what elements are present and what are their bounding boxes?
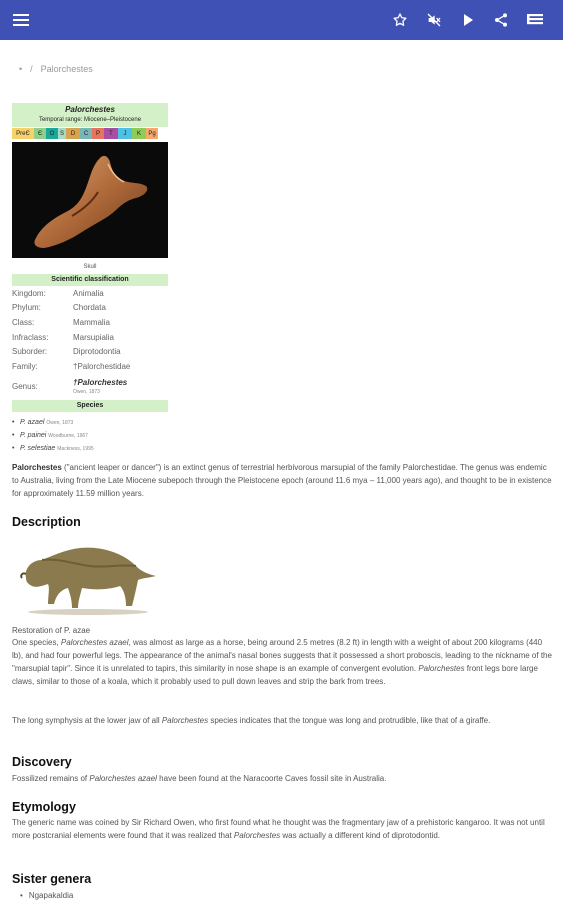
breadcrumb-home[interactable]: •: [19, 64, 23, 74]
species-item[interactable]: [12, 429, 168, 442]
species-name[interactable]: P. painei: [20, 431, 47, 439]
era-cell: P: [92, 128, 104, 139]
share-icon[interactable]: [491, 10, 511, 30]
genus-name: Palorchestes: [233, 831, 281, 840]
breadcrumb-current: Palorchestes: [40, 64, 93, 74]
classification-row: [12, 330, 168, 345]
photo-caption: Skull: [83, 264, 97, 270]
star-icon[interactable]: [390, 10, 410, 30]
etymology-paragraph: [12, 816, 552, 842]
classification-value[interactable]: Marsupialia: [73, 332, 114, 342]
species-item[interactable]: [12, 416, 168, 429]
sister-genus-item[interactable]: • Ngapakaldia: [20, 891, 73, 900]
text: have been found at the Naracoorte Caves fossil site in Australia.: [156, 774, 387, 783]
species-authority: Mackness, 1995: [57, 445, 94, 452]
list-icon[interactable]: [525, 10, 545, 30]
discovery-paragraph: [12, 772, 552, 785]
infobox-temporal-range: Temporal range: Miocene–Pleistocene: [12, 115, 168, 127]
section-sister-genera: Sister genera: [12, 872, 92, 886]
app-bar: [0, 0, 563, 40]
infobox: [12, 103, 168, 455]
classification-value[interactable]: Animalia: [73, 288, 104, 298]
species-name: Palorchestes azael: [60, 638, 129, 647]
era-cell: S: [58, 128, 66, 139]
text: front legs bore large claws, similar to those of a koala, which it probably used to pull down leaves and strip the bark from trees.: [12, 664, 538, 686]
intro-text: ("ancient leaper or dancer") is an extinct genus of terrestrial herbivorous marsupial of the family Palorchestidae. The genus was endemic to Australia, living from the Late Miocene subepoch through the Pleistocene epoch (around 11.6 mya – 11,000 years ago), and thought to be in existence for approximately 11.59 million years.: [12, 463, 552, 498]
classification-key: Suborder:: [12, 347, 48, 357]
text: Fossilized remains of: [12, 774, 90, 783]
classification-row: [12, 301, 168, 316]
skull-photo[interactable]: [12, 142, 168, 258]
palorchestes-restoration-image: [18, 538, 158, 616]
infobox-title: Palorchestes: [12, 103, 168, 115]
species-name: Palorchestes azael: [89, 774, 157, 783]
text: One species,: [12, 638, 61, 647]
genus-name: Palorchestes: [418, 664, 465, 673]
breadcrumb-separator: /: [30, 64, 33, 74]
era-cell: K: [132, 128, 146, 139]
species-name[interactable]: P. azael: [20, 418, 45, 426]
species-authority: Owen, 1873: [46, 419, 74, 426]
genus-name: Palorchestes: [161, 716, 209, 725]
genus-authority: Owen, 1873: [73, 389, 100, 396]
species-item[interactable]: [12, 442, 168, 455]
menu-icon[interactable]: [11, 10, 31, 30]
intro-lead: Palorchestes: [12, 463, 62, 472]
classification-key: Phylum:: [12, 303, 41, 313]
text: The long symphysis at the lower jaw of all: [12, 716, 162, 725]
classification-value[interactable]: Mammalia: [73, 317, 110, 327]
skull-image: [12, 142, 168, 258]
text: , was almost as large as a horse, being around 2.5 metres (8.2 ft) in length with a weight of about 200 kilograms (440 lb), and had four powerful legs. The appearance of the animal's nasal bones suggests that it possessed a short proboscis, leading to the nickname of the "marsupial tapir". Since it is unrelated to tapirs, this similarity in nose shape is an example of convergent evolution.: [12, 638, 552, 673]
classification-value[interactable]: †Palorchestidae: [73, 361, 131, 371]
volume-off-icon[interactable]: [424, 10, 444, 30]
classification-heading: Scientific classification: [12, 274, 168, 286]
species-name[interactable]: P. selestiae: [20, 444, 56, 452]
classification-row: [12, 359, 168, 374]
classification-key: Class:: [12, 317, 35, 327]
era-cell: Pg: [146, 128, 158, 139]
species-heading: Species: [12, 400, 168, 412]
classification-value[interactable]: Diprotodontia: [73, 347, 121, 357]
genus-name[interactable]: †Palorchestes: [73, 378, 128, 388]
text: was actually a different kind of diprotodontid.: [280, 831, 441, 840]
species-list: [12, 416, 168, 455]
era-cell: Є: [34, 128, 46, 139]
section-description: Description: [12, 515, 81, 529]
era-cell: T: [104, 128, 118, 139]
restoration-illustration[interactable]: [18, 538, 158, 616]
restoration-caption: Restoration of P. azae: [12, 626, 91, 635]
classification-row: [12, 286, 168, 301]
classification-row: [12, 315, 168, 330]
classification-value[interactable]: Chordata: [73, 303, 106, 313]
species-authority: Woodburne, 1967: [48, 432, 88, 439]
geologic-timescale-bar: [12, 127, 168, 139]
section-discovery: Discovery: [12, 755, 72, 769]
text: species indicates that the tongue was long and protrudible, like that of a giraffe.: [208, 716, 491, 725]
description-paragraph-2: [12, 714, 552, 727]
era-cell: J: [118, 128, 132, 139]
classification-row: [12, 344, 168, 359]
play-icon[interactable]: [458, 10, 478, 30]
description-paragraph-1: [12, 636, 552, 688]
text: The generic name was coined by Sir Richard Owen, who first found what he thought was the fragmentary jaw of a prehistoric kangaroo. It was not until more postcranial elements were found that it was realized that: [12, 818, 545, 840]
classification-key: Genus:: [12, 382, 38, 392]
section-etymology: Etymology: [12, 800, 76, 814]
breadcrumb: [19, 64, 101, 74]
era-cell: O: [46, 128, 58, 139]
era-cell: C: [80, 128, 92, 139]
classification-key: Infraclass:: [12, 332, 49, 342]
intro-paragraph: [12, 461, 552, 500]
classification-key: Kingdom:: [12, 288, 46, 298]
classification-row-genus: [12, 374, 168, 400]
era-cell: PreЄ: [12, 128, 34, 139]
classification-key: Family:: [12, 361, 38, 371]
era-cell: D: [66, 128, 80, 139]
